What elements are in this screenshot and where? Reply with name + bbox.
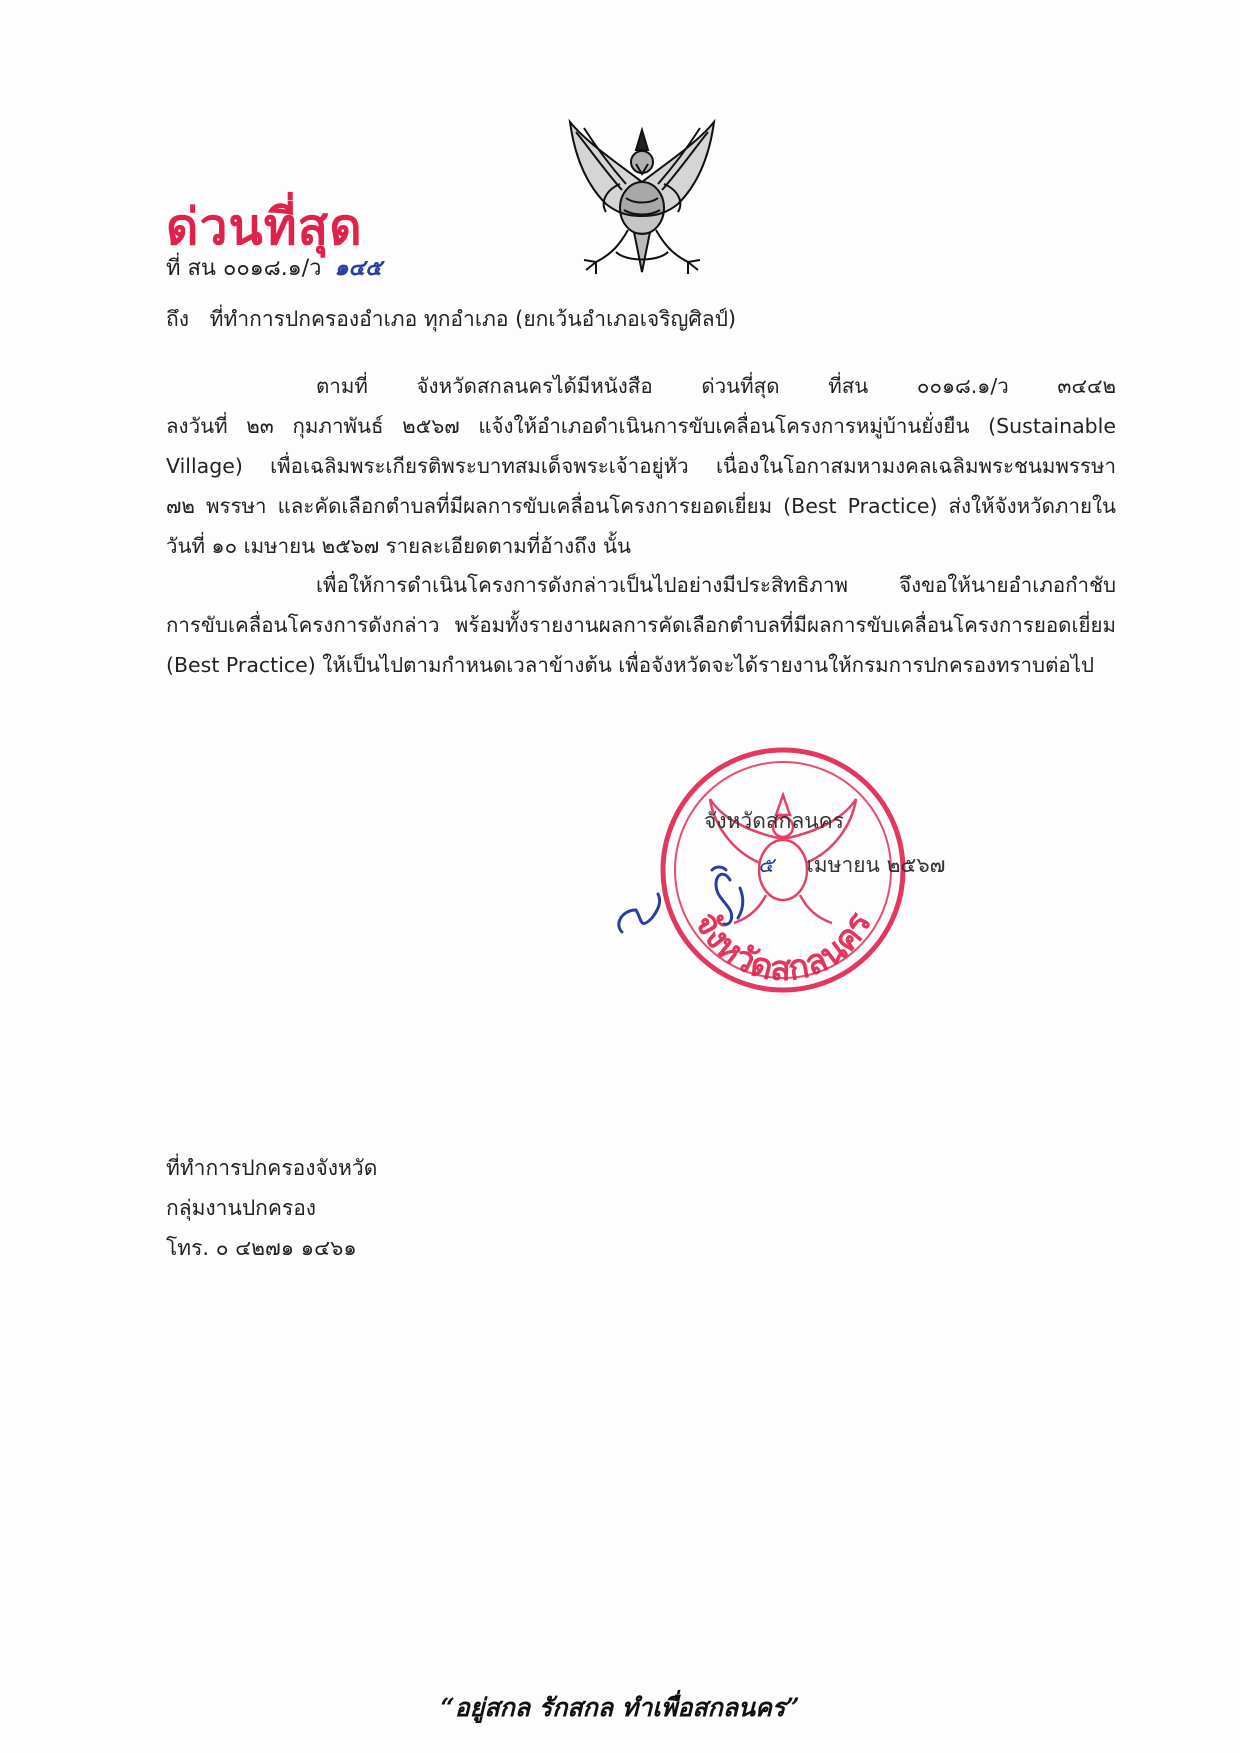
- recipient-line: [166, 303, 736, 336]
- paragraph-line: ลงวันที่ ๒๓ กุมภาพันธ์ ๒๕๖๗ แจ้งให้อำเภอดำเนินการขับเคลื่อนโครงการหมู่บ้านยั่งยืน (Sustainable: [166, 414, 1116, 438]
- document-number: [166, 250, 382, 285]
- recipient-value: ที่ทำการปกครองอำเภอ ทุกอำเภอ (ยกเว้นอำเภอเจริญศิลป์): [209, 307, 737, 331]
- paragraph-line: ตามที่ จังหวัดสกลนครได้มีหนังสือ ด่วนที่สุด ที่สน ๐๐๑๘.๑/ว ๓๔๔๒: [316, 374, 1116, 398]
- seal-date-day: ๕: [758, 853, 774, 877]
- signature-icon: [612, 840, 752, 950]
- document-number-prefix: ที่ สน ๐๐๑๘.๑/ว: [166, 256, 322, 281]
- garuda-emblem-icon: [556, 112, 728, 284]
- office-name: ที่ทำการปกครองจังหวัด: [166, 1156, 378, 1180]
- office-phone: โทร. ๐ ๔๒๗๑ ๑๔๖๑: [166, 1236, 357, 1260]
- footer-motto: “อยู่สกล รักสกล ทำเพื่อสกลนคร”: [440, 1693, 800, 1722]
- seal-issuer: จังหวัดสกลนคร: [704, 809, 844, 833]
- urgent-stamp: ด่วนที่สุด: [166, 198, 363, 256]
- document-number-handwritten: ๑๔๕: [334, 256, 382, 281]
- paragraph-line: ๗๒ พรรษา และคัดเลือกตำบลที่มีผลการขับเคลื่อนโครงการยอดเยี่ยม (Best Practice) ส่งให้จังหวัดภายใน: [166, 494, 1116, 518]
- body-paragraph-2: [166, 565, 1116, 685]
- seal-date: [758, 849, 945, 882]
- paragraph-line: เพื่อให้การดำเนินโครงการดังกล่าวเป็นไปอย่างมีประสิทธิภาพ จึงขอให้นายอำเภอกำชับ: [316, 573, 1116, 597]
- paragraph-line: Village) เพื่อเฉลิมพระเกียรติพระบาทสมเด็จพระเจ้าอยู่หัว เนื่องในโอกาสมหามงคลเฉลิมพระชนมพรรษา: [166, 454, 1116, 478]
- seal-date-month-year: เมษายน ๒๕๖๗: [806, 853, 946, 877]
- paragraph-line: การขับเคลื่อนโครงการดังกล่าว พร้อมทั้งรายงานผลการคัดเลือกตำบลที่มีผลการขับเคลื่อนโครงการยอดเยี่ยม: [166, 613, 1116, 637]
- body-paragraph-1: [166, 366, 1116, 566]
- recipient-label: ถึง: [166, 307, 189, 331]
- paragraph-line: (Best Practice) ให้เป็นไปตามกำหนดเวลาข้างต้น เพื่อจังหวัดจะได้รายงานให้กรมการปกครองทราบต่อไป: [166, 653, 1095, 677]
- office-contact: [166, 1148, 377, 1268]
- paragraph-line: วันที่ ๑๐ เมษายน ๒๕๖๗ รายละเอียดตามที่อ้างถึง นั้น: [166, 534, 632, 558]
- seal-stamp-text: จังหวัดสกลนคร: [686, 905, 880, 990]
- office-division: กลุ่มงานปกครอง: [166, 1196, 317, 1220]
